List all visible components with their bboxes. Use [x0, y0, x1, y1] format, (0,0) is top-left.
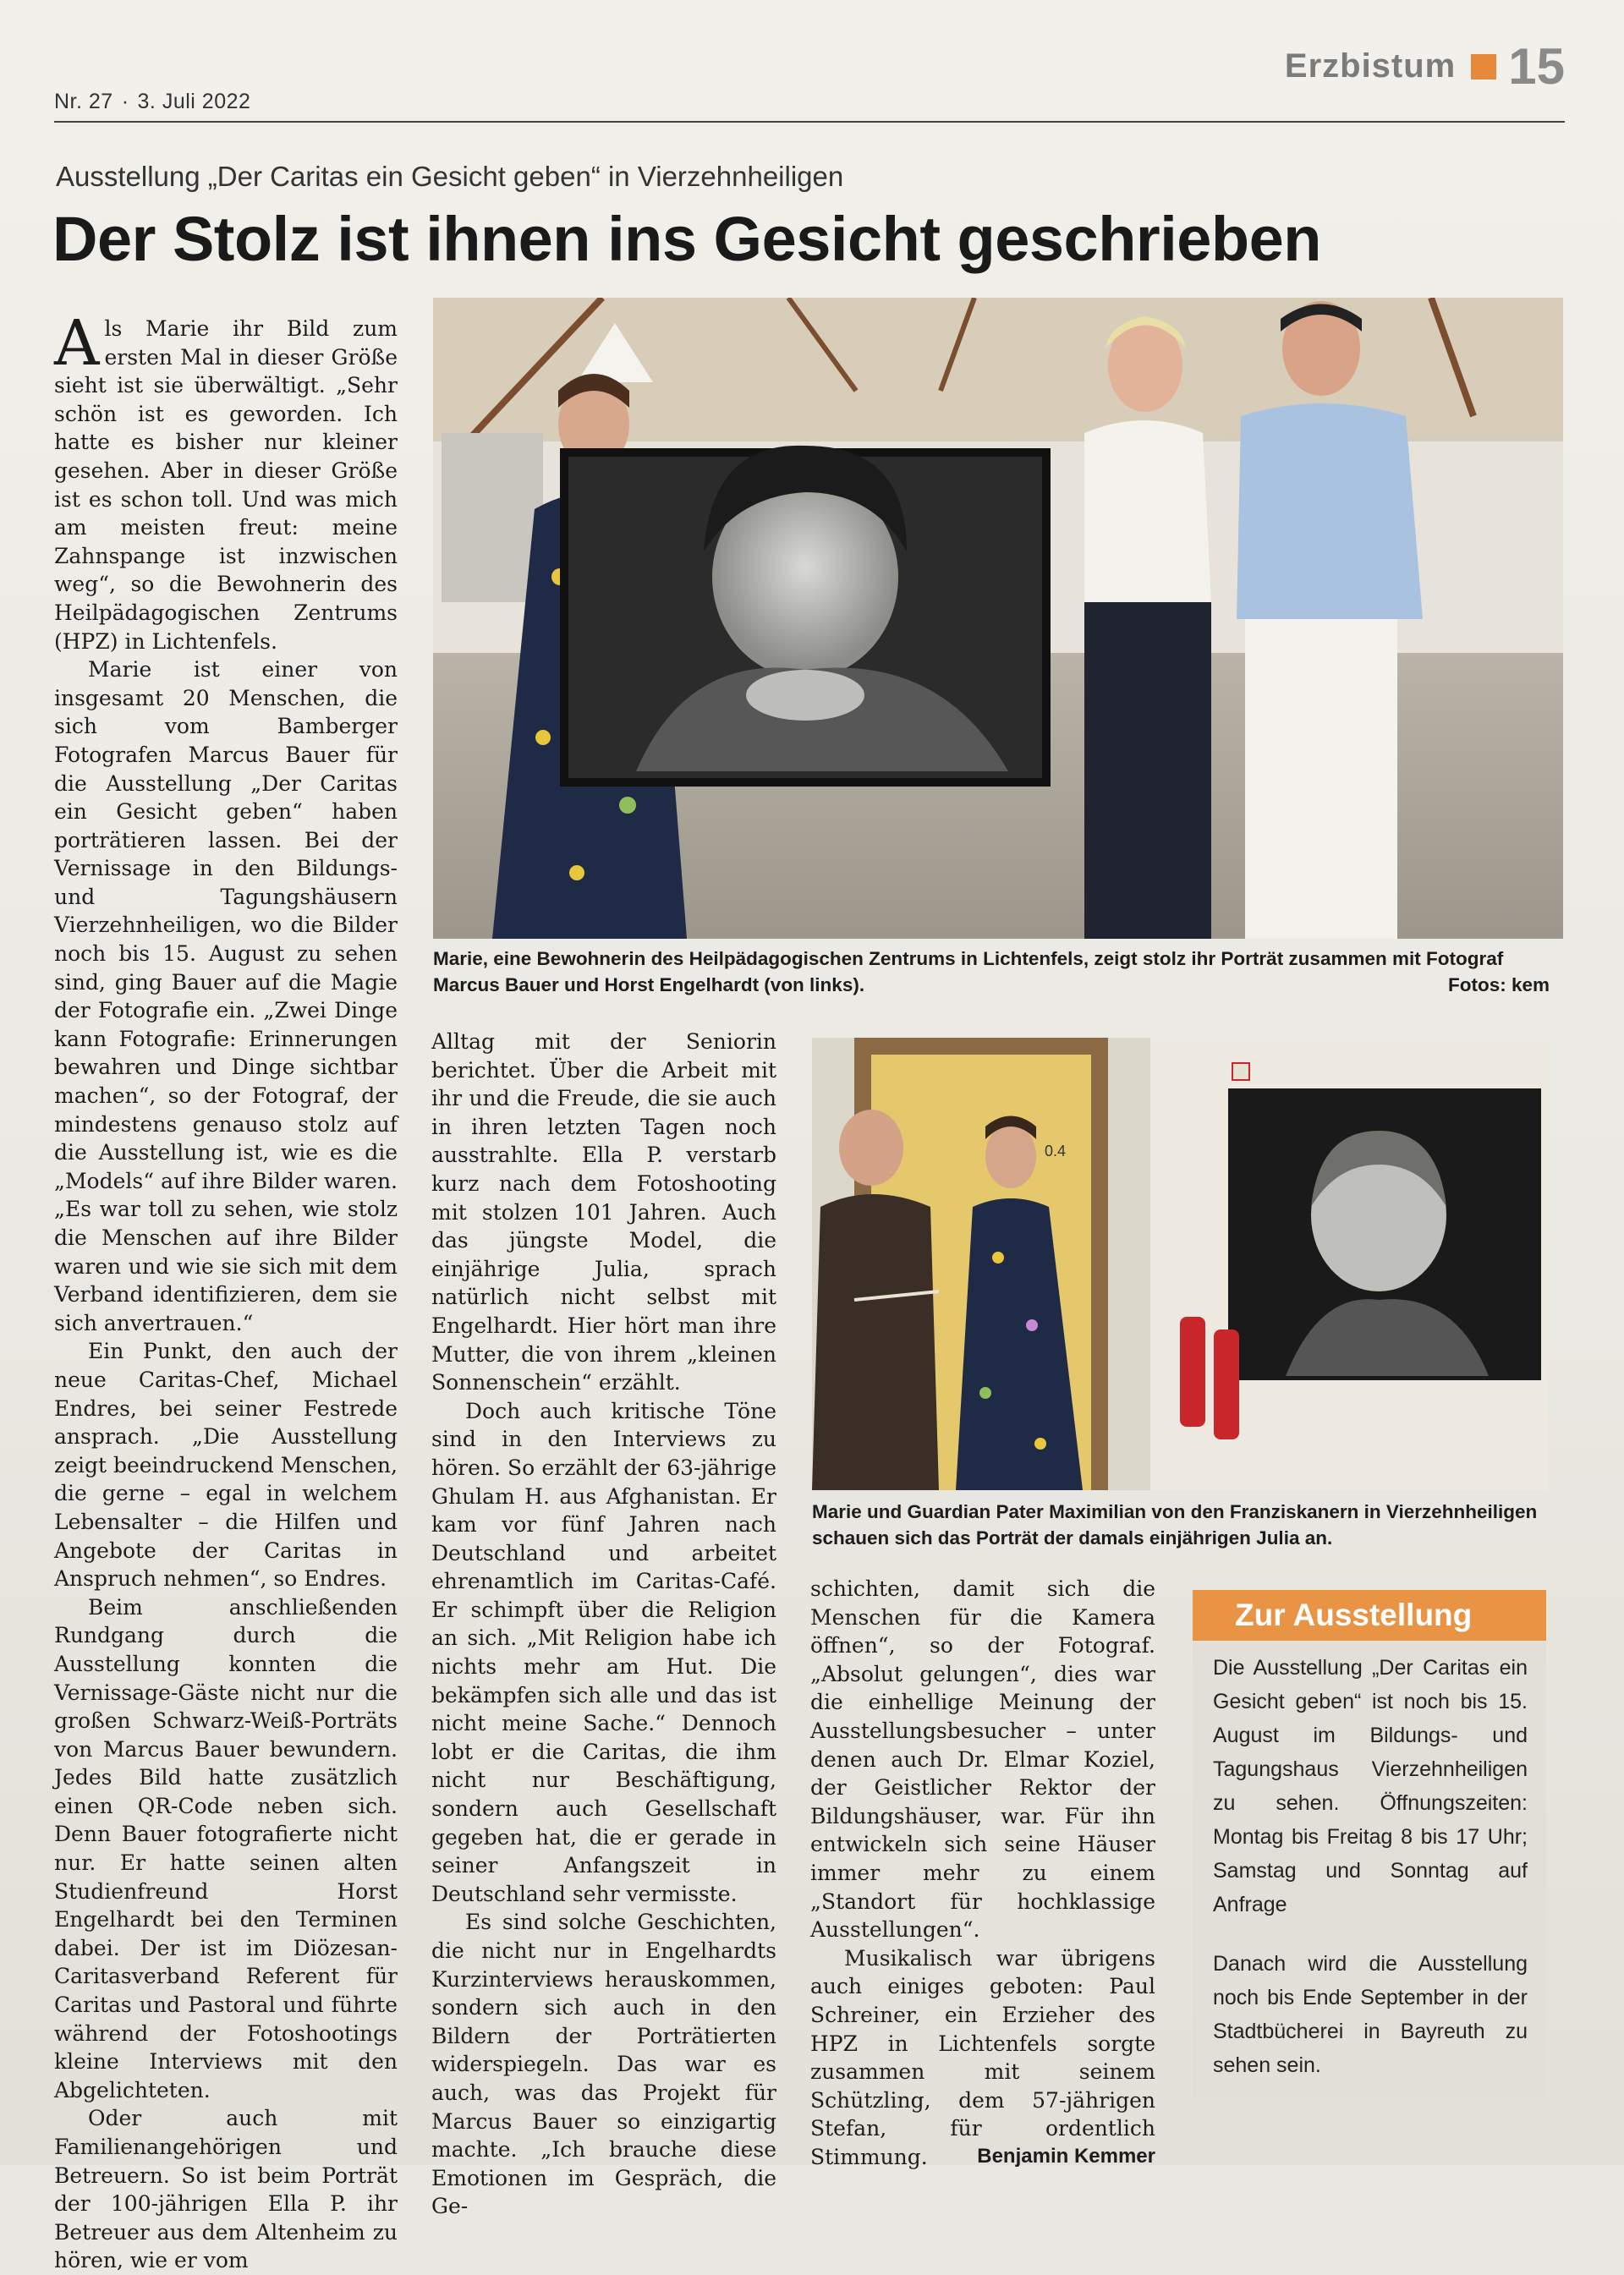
article-paragraph: Als Marie ihr Bild zum ersten Mal in dieser Größe sieht ist sie überwältigt. „Sehr schön ist es geworden. Ich hatte es bisher nur kleiner gesehen. Aber in dieser Größe ist es schon toll. Und was mich am meisten freut: meine Zahnspange ist inzwischen weg“, so die Bewohnerin des Heilpädagogischen Zentrums (HPZ) in Lichtenfels.	[54, 307, 398, 654]
info-box-text	[1193, 1641, 1546, 2082]
article-paragraph: Musikalisch war übrigens auch einiges geboten: Paul Schreiner, ein Erzieher des HPZ in Lichtenfels sorgte zusammen mit seinem Schützling, dem 57-jährigen Stefan, für ordentlich Stimmung.	[810, 1945, 1155, 2169]
issue-line: Nr. 27 · 3. Juli 2022	[54, 90, 251, 113]
page-number: 15	[1508, 38, 1565, 95]
article-paragraph: Doch auch kritische Töne sind in den Interviews zu hören. So erzählt der 63-jährige Ghulam H. aus Afghanistan. Er kam vor fünf Jahren nach Deutschland und arbeitet ehrenamtlich im Caritas-Café. Er schimpft über die Religion an sich. „Mit Religion habe ich nichts mehr am Hut. Die bekämpfen sich alle und das ist nicht meine Sache.“ Dennoch lobt er die Caritas, die ihm nicht nur Beschäftigung, sondern auch Gesellschaft gegeben hat, die er gerade in seiner Anfangszeit in Deutschland sehr vermisste.	[431, 1398, 776, 1906]
article-column-1	[54, 307, 398, 2275]
caption-text: Marie, eine Bewohnerin des Heilpädagogischen Zentrums in Lichtenfels, zeigt stolz ihr Porträt zusammen mit Fotograf Marcus Bauer und Horst Engelhardt (von links).	[433, 948, 1504, 995]
header-rule	[54, 121, 1565, 123]
drop-cap: A	[54, 307, 100, 380]
article-paragraph: Oder auch mit Familienangehörigen und Betreuern. So ist beim Porträt der 100-jährigen Ella P. ihr Betreuer aus dem Altenheim zu hören, wie er vom	[54, 2106, 398, 2273]
issue-date: 3. Juli 2022	[137, 90, 251, 113]
info-box-title: Zur Ausstellung	[1193, 1590, 1546, 1641]
second-photo-caption: Marie und Guardian Pater Maximilian von den Franziskanern in Vierzehnheiligen schauen sich das Porträt der damals einjährigen Julia an.	[812, 1501, 1538, 1549]
door-number: 0.4	[1045, 1143, 1067, 1159]
info-box-paragraph: Danach wird die Ausstellung noch bis Ende September in der Stadtbücherei in Bayreuth zu sehen sein.	[1213, 1952, 1528, 2077]
article-paragraph: Es sind solche Geschichten, die nicht nur in Engelhardts Kurzinterviews herauskommen, sondern sich auch in den Bildern der Porträtierten widerspiegeln. Das war es auch, was das Projekt für Marcus Bauer so einzigartig machte. „Ich brauche diese Emotionen im Gespräch, die Ge-	[431, 1910, 776, 2219]
section-name: Erzbistum	[1284, 47, 1457, 85]
issue-number: Nr. 27	[54, 90, 113, 113]
info-box-paragraph: Die Ausstellung „Der Caritas ein Gesicht geben“ ist noch bis 15. August im Bildungs- und Tagungshaus Vierzehnheiligen zu sehen. Öffnungszeiten: Montag bis Freitag 8 bis 17 Uhr; Samstag und Sonntag auf Anfrage	[1213, 1656, 1528, 1916]
second-photo	[812, 1038, 1548, 1490]
article-paragraph: Marie ist einer von insgesamt 20 Menschen, die sich vom Bamberger Fotografen Marcus Bauer für die Ausstellung „Der Caritas ein Gesicht geben“ haben porträtieren lassen. Bei der Vernissage in den Bildungs- und Tagungshäusern Vierzehnheiligen, wo die Bilder noch bis 15. August zu sehen sind, ging Bauer auf die Magie der Fotografie ein. „Zwei Dinge kann Fotografie: Erinnerungen bewahren und Dinge sichtbar machen“, so der Fotograf, der mindestens genauso stolz auf die Ausstellung ist, wie es die „Models“ auf ihre Bilder waren. „Es war toll zu sehen, wie stolz die Menschen auf ihre Bilder waren und wie sie sich mit dem Verband identifizieren, dem sie sich anvertrauen.“	[54, 657, 398, 1335]
article-headline: Der Stolz ist ihnen ins Gesicht geschrieben	[52, 204, 1321, 274]
article-column-3	[810, 1575, 1155, 2171]
photo-credit: Fotos: kem	[1447, 974, 1550, 995]
main-photo	[433, 298, 1563, 939]
section-square-icon	[1471, 54, 1496, 79]
article-kicker: Ausstellung „Der Caritas ein Gesicht geben“ in Vierzehnheiligen	[56, 161, 844, 192]
article-paragraph: Beim anschließenden Rundgang durch die Ausstellung konnten die Vernissage-Gäste nicht nur die großen Schwarz-Weiß-Porträts von Marcus Bauer bewundern. Jedes Bild hatte zusätzlich einen QR-Code neben sich. Denn Bauer fotografierte nicht nur. Er hatte seinen alten Studienfreund Horst Engelhardt bei den Terminen dabei. Der ist im Diözesan-Caritasverband Referent für Caritas und Pastoral und führte während der Fotoshootings kleine Interviews mit den Abgelichteten.	[54, 1594, 398, 2102]
article-paragraph: Alltag mit der Seniorin berichtet. Über die Arbeit mit ihr und die Freude, die sie auch in ihren letzten Tagen noch ausstrahlte. Ella P. verstarb kurz nach dem Fotoshooting mit stolzen 101 Jahren. Auch das jüngste Model, die einjährige Julia, sprach natürlich nicht selbst mit Engelhardt. Hier hört man ihre Mutter, die von ihrem „kleinen Sonnenschein“ erzählt.	[431, 1029, 776, 1395]
section-header	[1285, 37, 1565, 96]
info-box	[1193, 1590, 1546, 2097]
article-author: Benjamin Kemmer	[977, 2145, 1155, 2168]
article-column-2	[431, 1028, 776, 2221]
article-paragraph: schichten, damit sich die Menschen für die Kamera öffnen“, so der Fotograf. „Absolut gelungen“, dies war die einhellige Meinung der Ausstellungsbesucher – unter denen auch Dr. Elmar Koziel, der Geistlicher Rektor der Bildungshäuser, war. Für ihn entwickeln sich seine Häuser immer mehr zu einem „Standort für hochklassige Ausstellungen“.	[810, 1576, 1155, 1943]
main-photo-caption	[433, 946, 1550, 998]
article-paragraph: Ein Punkt, den auch der neue Caritas-Chef, Michael Endres, bei seiner Festrede ansprach. „Die Ausstellung zeigt beeindruckend Menschen, die gerne – egal in welchem Lebensalter – die Hilfen und Angebote der Caritas in Anspruch nehmen“, so Endres.	[54, 1339, 398, 1592]
